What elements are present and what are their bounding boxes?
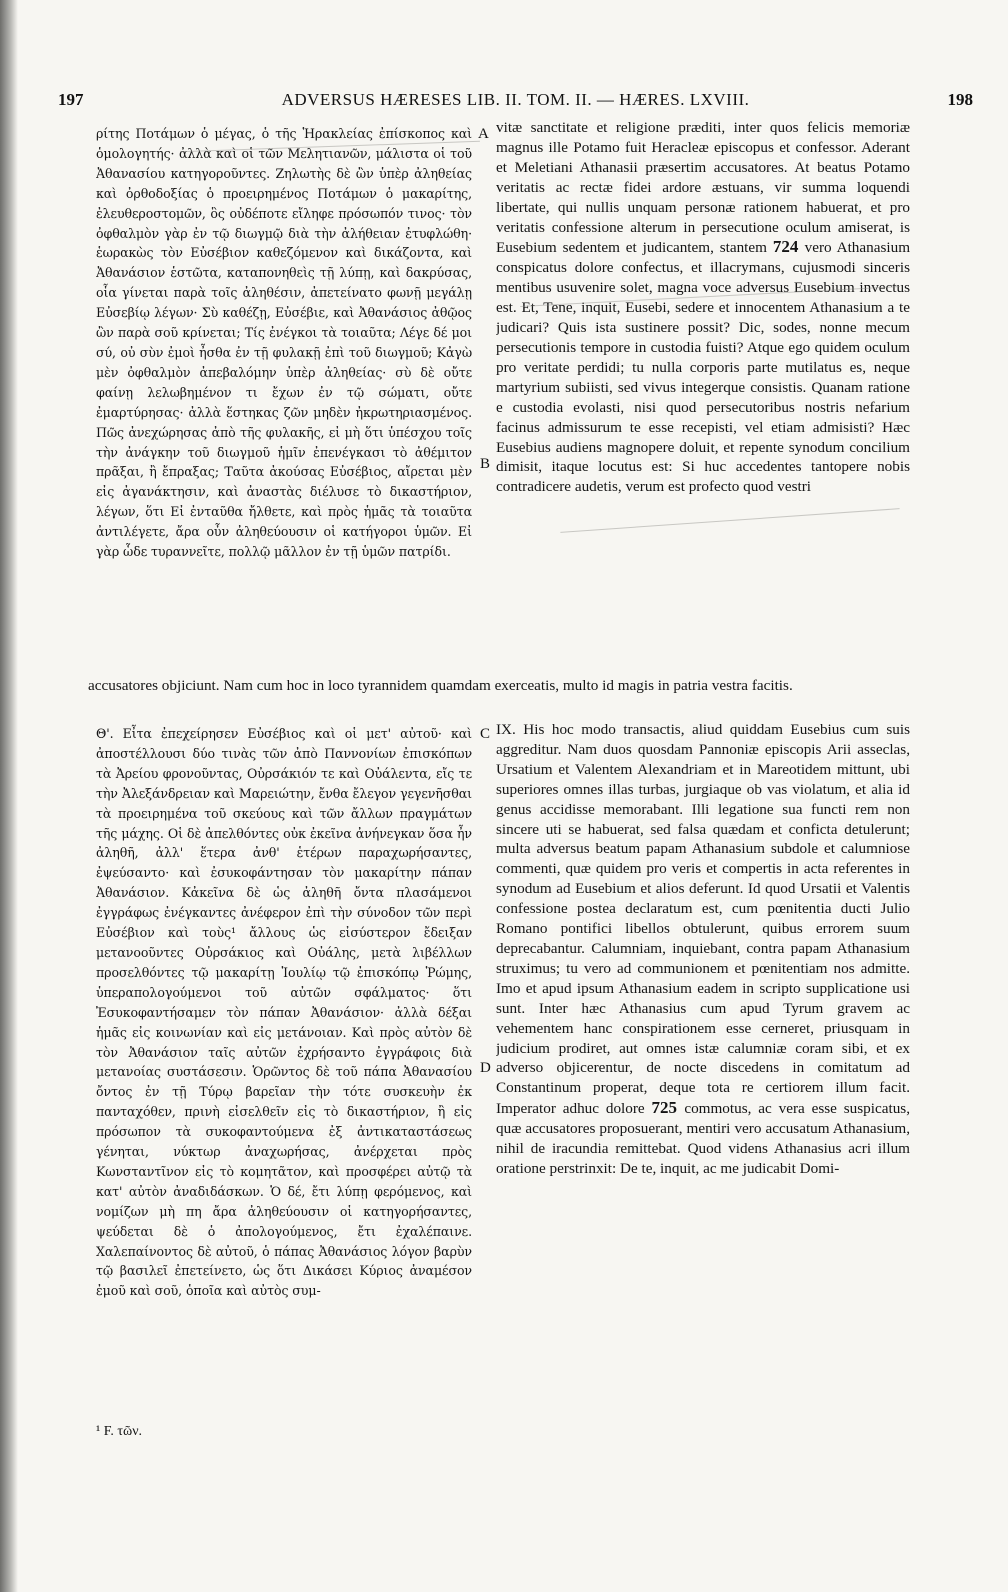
- running-title: ADVERSUS HÆRESES LIB. II. TOM. II. — HÆRES. LXVIII.: [281, 90, 750, 109]
- greek-column-lower: [96, 724, 472, 1404]
- column-number-724: 724: [772, 237, 805, 257]
- column-number-725: 725: [651, 1098, 685, 1118]
- greek-text-upper: ρίτης Ποτάμων ὁ μέγας, ὁ τῆς Ἡρακλείας ἐπίσκοπος καὶ ὁμολογητής· ἀλλὰ καὶ οἱ τῶν Μελητιανῶν, μάλιστα οἱ τοῦ Ἀθανασίου κατηγοροῦντες. Ζηλωτὴς δὲ ὢν ὑπὲρ ἀληθείας καὶ ὀρθοδοξίας ὁ προειρημένος Ποτάμων ὁ μακαρίτης, ἐλευθεροστομῶν, ὃς οὐδέποτε εἴληφε πρόσωπόν τινος· τὸν ὀφθαλμὸν γὰρ ἐν τῷ διωγμῷ διὰ τὴν ἀλήθειαν ἐτυφλώθη· ἑωρακὼς τὸν Εὐσέβιον καθεζόμενον καὶ δικάζοντα, καὶ Ἀθανάσιον ἑστῶτα, καταπονηθεὶς τῇ λύπῃ, καὶ δακρύσας, οἷα γίνεται παρὰ τοῖς ἀληθέσιν, ἀπετείνατο φωνῇ μεγάλῃ Εὐσεβίῳ λέγων· Σὺ καθέζῃ, Εὐσέβιε, καὶ Ἀθανάσιος ἀθῷος ὢν παρὰ σοῦ κρίνεται; Τίς ἐνέγκοι τὰ τοιαῦτα; Λέγε δέ μοι σύ, οὐ σὺν ἐμοὶ ἦσθα ἐν τῇ φυλακῇ ἐπὶ τοῦ διωγμοῦ; Κἀγὼ μὲν ὀφθαλμὸν ἀπεβαλόμην ὑπὲρ ἀληθείας· σὺ δὲ οὔτε φαίνῃ λελωβημένον τι ἔχων ἐν τῷ σώματι, οὔτε ἐμαρτύρησας· ἀλλὰ ἕστηκας ζῶν μηδὲν ἠκρωτηριασμένος. Πῶς ἀνεχώρησας ἀπὸ τῆς φυλακῆς, εἰ μὴ ὅτι ὑπέσχου τοῖς τὴν ἀνάγκην τοῦ διωγμοῦ ἡμῖν ἐπενέγκασι τὸ ἀθέμιτον πρᾶξαι, ἢ ἔπραξας; Ταῦτα ἀκούσας Εὐσέβιος, αἴρεται μὲν εἰς ἀγανάκτησιν, καὶ ἀναστὰς διέλυσε τὸ δικαστήριον, λέγων, ὅτι Εἰ ἐνταῦθα ἤλθετε, καὶ πρὸς ἡμᾶς τὰ τοιαῦτα ἀντιλέγετε, ἄρα οὖν ἀληθεύουσιν οἱ κατήγοροι ὑμῶν. Εἰ γὰρ ὧδε τυραννεῖτε, πολλῷ μᾶλλον ἐν τῇ ὑμῶν πατρίδι.: [96, 126, 472, 560]
- latin-full-width: [88, 676, 910, 720]
- footnote: ¹ F. τῶν.: [96, 1424, 143, 1439]
- page-edge-shadow: [0, 0, 18, 1592]
- margin-marker-a: A: [478, 126, 489, 142]
- latin-text-upper-cont: vero Athanasium conspicatus dolore confectus, et illacrymans, cujusmodi sinceris mentibus usuvenire solet, magna voce adversus Eusebium invectus est. Et, Tene, inquit, Eusebi, sedere et innocentem Athanasium a te judicari? Quis ista sustinere possit? Dic, sodes, nonne mecum persecutionis tempore in custodia fuisti? Atque ego quidem oculum pro veritate perdidi; tu nulla corporis parte mutilatus es, neque martyrium subiisti, sed vivus integerque consistis. Quanam ratione e custodia evolasti, nisi quod persecutoribus nostris nefarium facinus admissurum te esse recepisti, vel etiam admisisti? Hæc Eusebius audiens magnopere doluit, et repente synodum concilium dimisit, itaque locutus est: Si huc accedentes tantopere nobis contradicere audetis, verum est profecto quod vestri: [496, 239, 910, 496]
- latin-full-width-text: accusatores objiciunt. Nam cum hoc in loco tyrannidem quamdam exerceatis, multo id magis in patria vestra facitis.: [88, 677, 793, 694]
- greek-column-upper: [96, 124, 472, 689]
- latin-text-lower: IX. His hoc modo transactis, aliud quiddam Eusebius cum suis aggreditur. Nam duos quosdam Pannoniæ episcopis Arii asseclas, Ursatium et Valentem Alexandriam et in Mareotidem mittunt, ubi superiores omnes illas turbas, jurgiaque ob vas violatum, et alia id genus accidisse memorabant. Illi legatione sua functi rem non sincere uti se habuerat, sed falsa quædam et conficta detulerunt; multa adversus beatum papam Athanasium subdole et calumniose commenti, quæ quidem pro veris et compertis in acta referentes in synodum ad Eusebium et alios deferunt. Id quod Ursatii et Valentis confessione postea declaratum est, cum pœnitentia ducti Julio Romano pontifici libellos obtulerunt, quibus errorem suum deprecabantur. Calumniam, inquiebant, contra papam Athanasium struximus; tu vero ad communionem et pœnitentiam nos admitte. Imo et apud ipsum Athanasium eadem in scripto supplicatione usi sunt. Inter hæc Athanasius cum apud Tyrum gravem ac vehementem hanc conspirationem esse cerneret, priusquam in judicium prodiret, aut omnes istæ calumniæ coram sibi, et ex adverso objicerentur, de nocte discedens in comitatum ad Constantinum properat, deque tota re certiorem illum facit. Imperator adhuc dolore: [496, 721, 910, 1118]
- greek-text-lower: Θ'. Εἶτα ἐπεχείρησεν Εὐσέβιος καὶ οἱ μετ' αὐτοῦ· καὶ ἀποστέλλουσι δύο τινὰς τῶν ἀπὸ Παννονίων ἐπισκόπων τὰ Ἀρείου φρονοῦντας, Οὐρσάκιόν τε καὶ Οὐάλεντα, εἴς τε τὴν Ἀλεξάνδρειαν καὶ Μαρειώτην, ἔνθα ἔλεγον γεγενῆσθαι τὰ προειρημένα τοῦ σκεύους καὶ τῶν ἄλλων πραγμάτων τῆς μάχης. Οἱ δὲ ἀπελθόντες οὐκ ἐκεῖνα ἀνήνεγκαν ὅσα ἦν ἀληθῆ, ἀλλ' ἕτερα ἀνθ' ἑτέρων παραχωρήσαντες, ἐψεύσαντο· καὶ ἐσυκοφάντησαν τὸν μακαρίτην πάπαν Ἀθανάσιον. Κἀκεῖνα δὲ ὡς ἀληθῆ ὄντα πλασάμενοι ἐγγράφως ἐνέγκαντες ἀνέφερον ἐπὶ τὴν σύνοδον τῶν περὶ Εὐσέβιον καὶ τοὺς¹ ἄλλους ὡς εἰσύστερον ἔδειξαν μετανοοῦντες Οὐρσάκιος καὶ Οὐάλης, μετὰ λιβέλλων προσελθόντες τῷ μακαρίτῃ Ἰουλίῳ τῷ ἐπισκόπῳ Ῥώμης, ὑπεραπολογούμενοι τοῦ αὐτῶν σφάλματος· ὅτι Ἐσυκοφαντήσαμεν τὸν πάπαν Ἀθανάσιον· ἀλλὰ δέξαι ἡμᾶς εἰς κοινωνίαν καὶ εἰς μετάνοιαν. Καὶ πρὸς αὐτὸν δὲ τὸν Ἀθανάσιον ταῖς αὐτῶν ἐχρήσαντο ἐγγράφοις διὰ μετανοίας συστάσεσιν. Ὁρῶντος δὲ τοῦ πάπα Ἀθανασίου ὄντος ἐν τῇ Τύρῳ βαρεῖαν τὴν τότε συσκευὴν ἐκ πανταχόθεν, πρινὴ εἰσελθεῖν εἰς τὸ δικαστήριον, ἢ εἰς πρόσωπον τὰ συκοφαντούμενα ἐξ ἀντικαταστάσεως γένηται, νύκτωρ ἀναχωρήσας, ἀνέρχεται πρὸς Κωνσταντῖνον εἰς τὸ κομητᾶτον, καὶ προσφέρει αὐτῷ τὰ κατ' αὐτὸν ἀναδιδάσκων. Ὁ δέ, ἔτι λύπῃ φερόμενος, καὶ νομίζων μὴ πη ἄρα ἀληθεύουσιν οἱ κατηγορήσαντες, ψεύδεται δὲ ὁ ἀπολογούμενος, ἔτι ἐχαλέπαινε. Χαλεπαίνοντος δὲ αὐτοῦ, ὁ πάπας Ἀθανάσιος λόγον βαρὺν τῷ βασιλεῖ ἐπετείνετο, ὡς ὅτι Δικάσει Κύριος ἀναμέσον ἐμοῦ καὶ σοῦ, ὁποῖα καὶ αὐτὸς συμ-: [96, 726, 472, 1299]
- latin-column-lower: [496, 720, 910, 1405]
- margin-marker-b: B: [480, 456, 491, 472]
- page-header: [58, 90, 973, 116]
- margin-marker-d: D: [480, 1060, 491, 1076]
- latin-column-upper: [496, 118, 910, 689]
- page-number-left: 197: [58, 90, 84, 109]
- latin-text-lower-cont: commotus, ac vera esse suspicatus, quæ accusatores proposuerant, mentiri vero accusatum Athanasium, nihil de iracundia remittebat. Quod videns Athanasius acri illum oratione perstrinxit: De te, inquit, ac me judicabit Domi-: [496, 1100, 910, 1177]
- page-number-right: 198: [947, 90, 973, 109]
- latin-text-upper: vitæ sanctitate et religione præditi, inter quos felicis memoriæ magnus ille Potamo fuit Heracleæ episcopus et confessor. Aderant et Meletiani Athanasii præsertim accusatores. At beatus Potamo veritatis ac rectæ fidei ardore æstuans, vir summa loquendi libertate, qui nullis unquam personæ rationem habuerat, et pro veritatis confessione alterum in persecutione oculum amiserat, is Eusebium sedentem et judicantem, stantem: [496, 119, 910, 257]
- margin-marker-c: C: [480, 726, 491, 742]
